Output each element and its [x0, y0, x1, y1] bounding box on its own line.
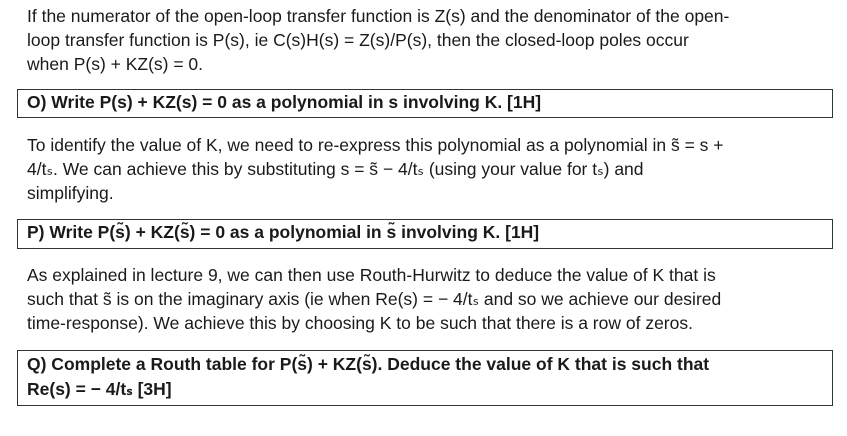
- question-q-line-2: Re(s) = − 4/tₛ [3H]: [27, 379, 172, 399]
- routh-hurwitz-paragraph: [27, 263, 827, 335]
- question-o-text: O) Write P(s) + KZ(s) = 0 as a polynomial in s involving K. [1H]: [27, 92, 542, 112]
- intro-line-1: If the numerator of the open-loop transfer function is Z(s) and the denominator of the open-: [27, 6, 730, 26]
- intro-paragraph: [27, 4, 827, 76]
- intro-line-3: when P(s) + KZ(s) = 0.: [27, 54, 204, 74]
- substitution-line-3: simplifying.: [27, 183, 114, 203]
- routh-hurwitz-line-2: such that s̃ is on the imaginary axis (ie when Re(s) = − 4/tₛ and so we achieve our desired: [27, 289, 722, 309]
- question-p-box: [17, 219, 833, 249]
- substitution-line-2: 4/tₛ. We can achieve this by substituting s = s̃ − 4/tₛ (using your value for tₛ) and: [27, 159, 644, 179]
- routh-hurwitz-line-3: time-response). We achieve this by choosing K to be such that there is a row of zeros.: [27, 313, 693, 333]
- question-q-box: [17, 350, 833, 406]
- question-o-box: [17, 89, 833, 118]
- intro-line-2: loop transfer function is P(s), ie C(s)H(s) = Z(s)/P(s), then the closed-loop poles occur: [27, 30, 689, 50]
- question-p-text: P) Write P(s̃) + KZ(s̃) = 0 as a polynomial in s̃ involving K. [1H]: [27, 222, 540, 242]
- routh-hurwitz-line-1: As explained in lecture 9, we can then use Routh-Hurwitz to deduce the value of K that is: [27, 265, 716, 285]
- question-q-line-1: Q) Complete a Routh table for P(s̃) + KZ(s̃). Deduce the value of K that is such that: [27, 354, 710, 374]
- substitution-line-1: To identify the value of K, we need to re-express this polynomial as a polynomial in s̃ = s +: [27, 135, 724, 155]
- substitution-paragraph: [27, 133, 827, 205]
